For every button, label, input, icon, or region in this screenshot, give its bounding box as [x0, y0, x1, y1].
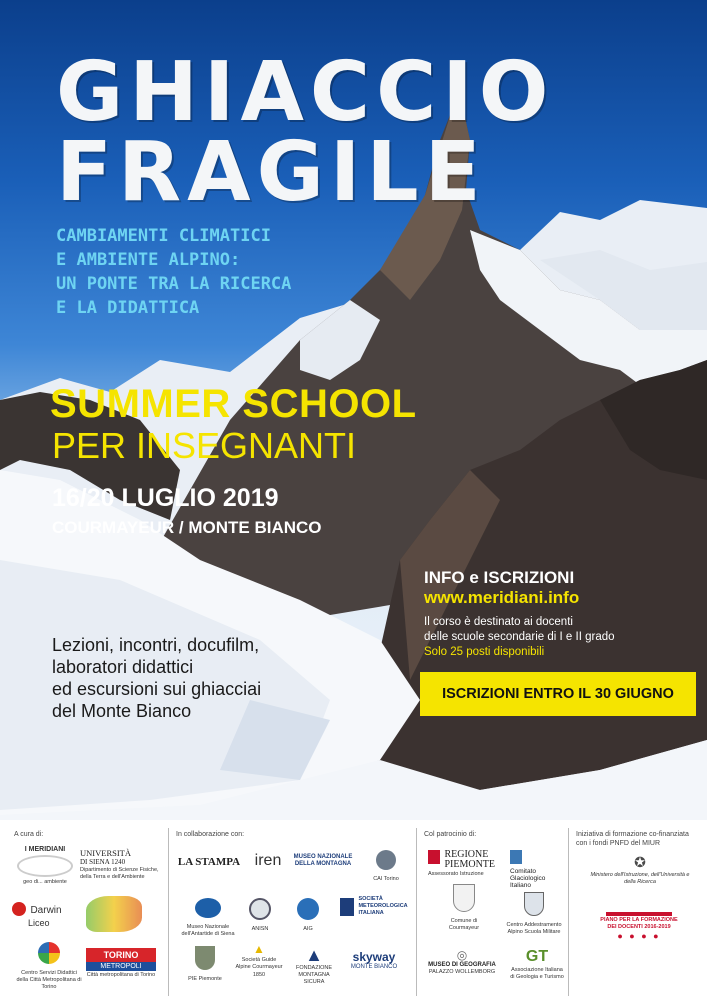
- montagna-sicura-logo: [290, 946, 338, 986]
- guide-alpine-caption: Società Guide Alpine Courmayeur: [235, 957, 283, 970]
- pnfd-caption: PIANO PER LA FORMAZIONE DEI DOCENTI 2016-2019: [600, 917, 678, 930]
- course-description: [52, 634, 352, 722]
- torino-metropoli-logo: [86, 948, 156, 979]
- smi-icon: [340, 898, 354, 916]
- seats-available: Solo 25 posti disponibili: [424, 646, 545, 658]
- registration-deadline-banner: ISCRIZIONI ENTRO IL 30 GIUGNO: [420, 672, 696, 716]
- guide-alpine-logo: [234, 942, 284, 979]
- la-stampa-wordmark: LA STAMPA: [177, 856, 241, 868]
- iren-logo: [248, 852, 288, 870]
- la-stampa-logo: [176, 856, 242, 868]
- info-line: Il corso è destinato ai docenti: [424, 616, 573, 628]
- anisn-logo: [242, 898, 278, 933]
- torino-caption: Città metropolitana di Torino: [86, 972, 156, 978]
- title-line-1: GHIACCIO: [56, 45, 555, 140]
- summer-school-heading: SUMMER SCHOOL: [50, 382, 417, 426]
- pie-logo: [182, 946, 228, 983]
- info-line: delle scuole secondarie di I e II grado: [424, 631, 615, 643]
- centro-alpino-caption: Centro Addestramento Alpino Scuola Militare: [506, 922, 562, 935]
- unisi-logo: [80, 848, 166, 881]
- csd-icon: [38, 942, 60, 964]
- pie-icon: [195, 946, 215, 970]
- regione-wordmark: REGIONE: [444, 849, 489, 860]
- regione-caption: Assessorato Istruzione: [428, 871, 484, 877]
- subtitle-line: UN PONTE TRA LA RICERCA: [56, 274, 292, 294]
- skyway-wordmark: skyway: [352, 950, 396, 964]
- gt-wordmark: GT: [525, 948, 549, 965]
- anisn-icon: [249, 898, 271, 920]
- patrocinio-label: Col patrocinio di:: [424, 831, 477, 838]
- miur-caption: Ministero dell'Istruzione, dell'Università e della Ricerca: [590, 872, 690, 885]
- courmayeur-crest-icon: [453, 884, 475, 912]
- meridiani-logo: [12, 846, 78, 886]
- darwin-wordmark: Darwin: [30, 905, 62, 916]
- description-line: laboratori didattici: [52, 657, 194, 677]
- mna-caption: Museo Nazionale dell'Antartide di Siena: [181, 924, 235, 937]
- museo-geografia-caption: PALAZZO WOLLEMBORG: [428, 969, 496, 975]
- darwin-icon: [12, 902, 26, 916]
- republic-emblem-icon: ✪: [634, 854, 646, 870]
- courmayeur-caption: Comune di Courmayeur: [448, 918, 480, 931]
- title-line-2: FRAGILE: [56, 125, 487, 220]
- skyway-wordmark-2: MONTE BIANCO: [350, 964, 398, 970]
- museo-montagna-wordmark: MUSEO NAZIONALE DELLA MONTAGNA: [293, 854, 353, 867]
- divider: [568, 828, 569, 996]
- sponsor-footer: [0, 820, 707, 1000]
- iniziativa-line: con i fondi PNFD del MIUR: [576, 840, 661, 847]
- pnfd-icons: ● ● ● ●: [617, 931, 661, 941]
- subtitle-line: CAMBIAMENTI CLIMATICI: [56, 226, 271, 246]
- aig-logo: [290, 898, 326, 933]
- italy-map-logo: [86, 896, 142, 932]
- smi-logo: [340, 896, 406, 917]
- cai-logo: [366, 850, 406, 883]
- a-cura-di-label: A cura di:: [14, 831, 44, 838]
- divider: [168, 828, 169, 996]
- unisi-wordmark-2: DI SIENA 1240: [80, 858, 126, 866]
- guide-alpine-icon: ▲: [253, 942, 265, 956]
- meridiani-wordmark: I MERIDIANI: [24, 846, 66, 853]
- comitato-glaciologico-logo: [510, 850, 564, 889]
- description-line: del Monte Bianco: [52, 701, 192, 721]
- comitato-wordmark: Comitato Glaciologico Italiano: [510, 868, 546, 889]
- gt-logo: [510, 948, 564, 981]
- museo-geografia-wordmark: MUSEO DI GEOGRAFIA: [428, 962, 496, 968]
- iniziativa-label: [576, 830, 704, 848]
- pie-caption: PIE Piemonte: [188, 976, 222, 982]
- torino-wordmark: TORINO: [86, 948, 156, 962]
- subtitle-line: E LA DIDATTICA: [56, 298, 200, 318]
- cai-icon: [376, 850, 396, 870]
- comitato-icon: [510, 850, 522, 864]
- museo-geografia-logo: [426, 948, 498, 976]
- aig-caption: AIG: [303, 926, 313, 932]
- divider: [416, 828, 417, 996]
- cai-caption: CAI Torino: [373, 876, 399, 882]
- info-website-link[interactable]: www.meridiani.info: [424, 588, 580, 607]
- collaborazione-label: In collaborazione con:: [176, 831, 245, 838]
- description-line: Lezioni, incontri, docufilm,: [52, 635, 260, 655]
- regione-icon: [428, 850, 440, 864]
- subtitle: [56, 224, 356, 320]
- museo-montagna-logo: [292, 854, 354, 868]
- regione-piemonte-logo: [428, 850, 498, 878]
- miur-logo: [590, 854, 690, 886]
- pnfd-logo: [596, 912, 682, 941]
- description-line: ed escursioni sui ghiacciai: [52, 679, 262, 699]
- montagna-sicura-icon: ▲: [305, 945, 323, 965]
- meridiani-sub: geo di... ambiente: [23, 879, 67, 885]
- subtitle-line: E AMBIENTE ALPINO:: [56, 250, 241, 270]
- smi-wordmark: SOCIETÀ METEOROLOGICA ITALIANA: [358, 896, 408, 916]
- csd-caption: Centro Servizi Didattici della Città Metropolitana di Torino: [16, 970, 82, 990]
- mna-icon: [195, 898, 221, 918]
- mna-logo: [176, 898, 240, 938]
- aig-icon: [297, 898, 319, 920]
- anisn-caption: ANISN: [251, 926, 269, 932]
- unisi-caption: Dipartimento di Scienze Fisiche, della Terra e dell'Ambiente: [80, 867, 159, 880]
- iniziativa-line: Iniziativa di formazione co-finanziata: [576, 831, 689, 838]
- skyway-logo: [346, 950, 402, 970]
- regione-wordmark-2: PIEMONTE: [444, 859, 496, 870]
- courmayeur-logo: [436, 884, 492, 932]
- centro-alpino-logo: [504, 892, 564, 936]
- museo-geografia-icon: ◎: [456, 948, 468, 962]
- guide-alpine-year: 1850: [252, 972, 266, 978]
- montagna-sicura-caption: FONDAZIONE MONTAGNA SICURA: [295, 965, 333, 985]
- darwin-logo: [12, 900, 74, 928]
- event-dates: 16/20 LUGLIO 2019: [52, 484, 279, 512]
- info-heading: INFO e ISCRIZIONI: [424, 568, 575, 587]
- event-place: COURMAYEUR / MONTE BIANCO: [52, 518, 322, 537]
- per-insegnanti-heading: PER INSEGNANTI: [52, 425, 357, 466]
- darwin-wordmark-2: Liceo: [28, 918, 50, 928]
- info-text: [424, 615, 694, 660]
- gt-caption: Associazione Italiana di Geologia e Turismo: [510, 967, 564, 980]
- iren-wordmark: iren: [254, 852, 282, 869]
- csd-logo: [16, 942, 82, 991]
- torino-wordmark-2: METROPOLI: [86, 962, 156, 971]
- unisi-wordmark: UNIVERSITÀ: [80, 848, 131, 858]
- centro-alpino-crest-icon: [524, 892, 544, 916]
